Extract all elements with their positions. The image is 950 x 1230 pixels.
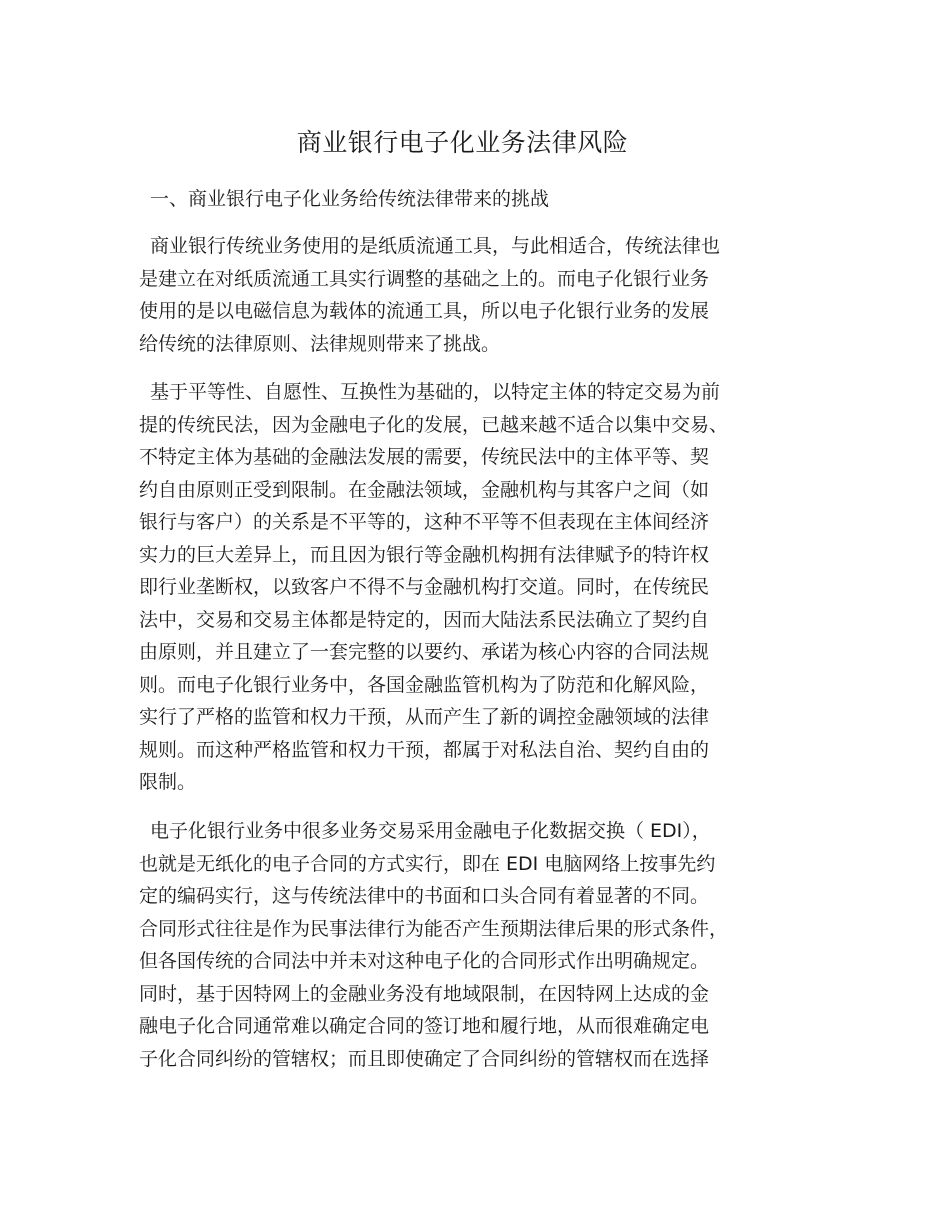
paragraph-line: 但各国传统的合同法中并未对这种电子化的合同形式作出明确规定。: [139, 950, 710, 972]
paragraph-line: 给传统的法律原则、法律规则带来了挑战。: [139, 332, 501, 355]
paragraph-line: 是建立在对纸质流通工具实行调整的基础之上的。而电子化银行业务: [139, 267, 710, 290]
paragraph-line: 提的传统民法，因为金融电子化的发展，已越来越不适合以集中交易、: [139, 413, 729, 436]
paragraph-line: 不特定主体为基础的金融法发展的需要，传统民法中的主体平等、契: [139, 446, 710, 468]
paragraph-line: 则。而电子化银行业务中，各国金融监管机构为了防范和化解风险，: [139, 673, 710, 696]
paragraph-line: 电子化银行业务中很多业务交易采用金融电子化数据交换（ EDI），: [150, 820, 711, 842]
paragraph-line: 同时，基于因特网上的金融业务没有地域限制，在因特网上达成的金: [139, 982, 710, 1005]
paragraph-line: 银行与客户）的关系是不平等的，这种不平等不但表现在主体间经济: [139, 511, 710, 533]
paragraph-line: 子化合同纠纷的管辖权；而且即使确定了合同纠纷的管辖权而在选择: [139, 1047, 710, 1070]
paragraph-line: 规则。而这种严格监管和权力干预，都属于对私法自治、契约自由的: [139, 738, 710, 761]
paragraph-1: [139, 230, 720, 360]
paragraph-line: 商业银行传统业务使用的是纸质流通工具，与此相适合，传统法律也: [150, 235, 721, 257]
paragraph-3: [139, 815, 728, 1075]
document-title: 商业银行电子化业务法律风险: [296, 128, 629, 157]
paragraph-line: 定的编码实行，这与传统法律中的书面和口头合同有着显著的不同。: [139, 885, 710, 907]
paragraph-line: 融电子化合同通常难以确定合同的签订地和履行地，从而很难确定电: [139, 1015, 710, 1037]
section-heading: 一、商业银行电子化业务给传统法律带来的挑战: [150, 188, 550, 210]
paragraph-line: 合同形式往往是作为民事法律行为能否产生预期法律后果的形式条件，: [139, 917, 729, 940]
paragraph-line: 实行了严格的监管和权力干预，从而产生了新的调控金融领域的法律: [139, 706, 710, 728]
paragraph-line: 由原则，并且建立了一套完整的以要约、承诺为核心内容的合同法规: [139, 641, 710, 663]
paragraph-line: 限制。: [139, 771, 197, 793]
paragraph-line: 使用的是以电磁信息为载体的流通工具，所以电子化银行业务的发展: [139, 300, 710, 322]
paragraph-line: 约自由原则正受到限制。在金融法领域，金融机构与其客户之间（如: [139, 478, 710, 501]
paragraph-line: 实力的巨大差异上，而且因为银行等金融机构拥有法律赋予的特许权: [139, 543, 710, 566]
paragraph-line: 基于平等性、自愿性、互换性为基础的，以特定主体的特定交易为前: [150, 381, 721, 403]
paragraph-line: 也就是无纸化的电子合同的方式实行，即在 EDI 电脑网络上按事先约: [139, 852, 716, 875]
paragraph-line: 即行业垄断权，以致客户不得不与金融机构打交道。同时，在传统民: [139, 576, 710, 598]
paragraph-line: 法中，交易和交易主体都是特定的，因而大陆法系民法确立了契约自: [139, 608, 710, 631]
paragraph-2: [139, 376, 728, 799]
